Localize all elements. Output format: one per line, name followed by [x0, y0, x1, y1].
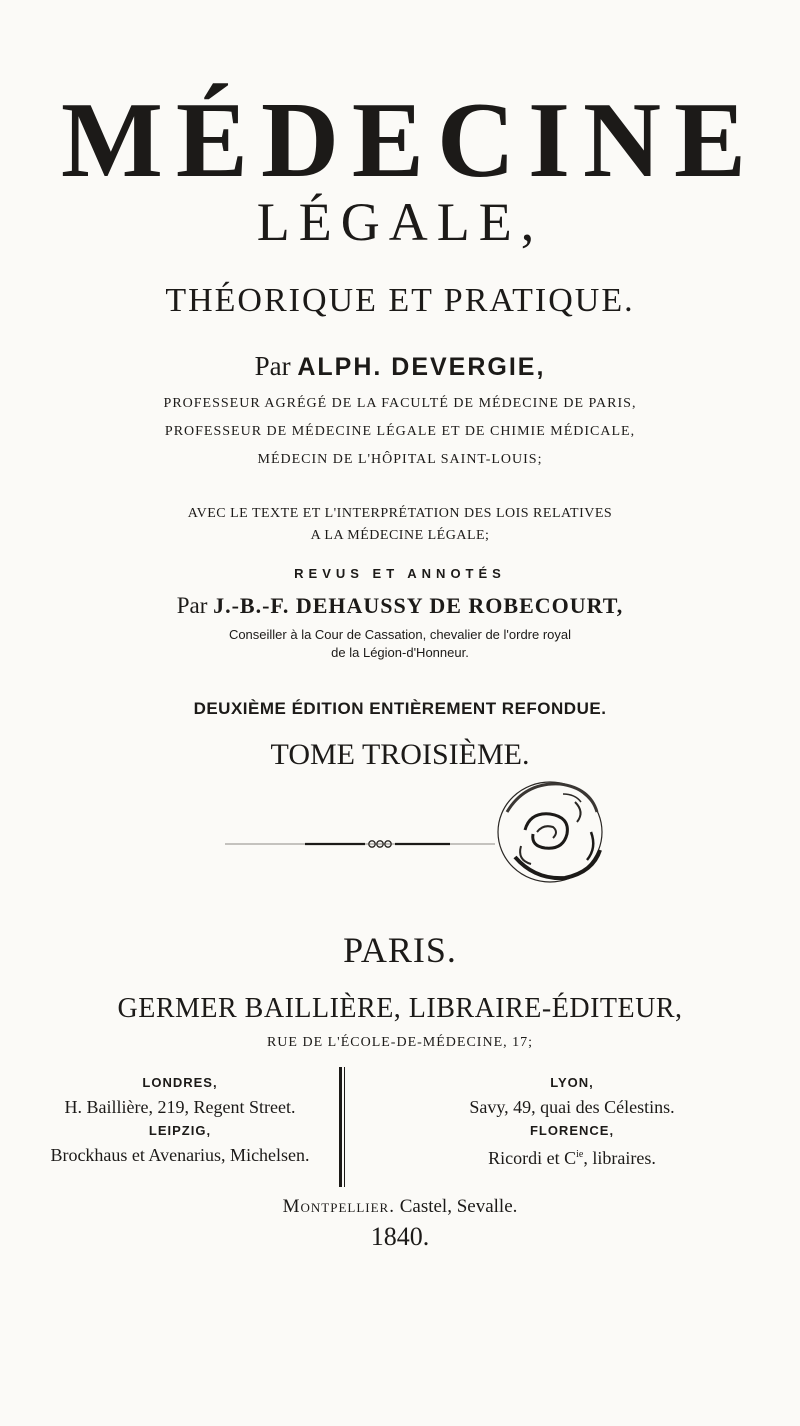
branch-address: H. Baillière, 219, Regent Street.	[64, 1097, 296, 1117]
title-line2: LÉGALE,	[256, 192, 544, 252]
branch-city: LONDRES,	[142, 1075, 218, 1090]
branch-city: FLORENCE,	[529, 1123, 615, 1138]
branches-left-column	[30, 1071, 330, 1167]
branch-city: LEIPZIG,	[148, 1123, 212, 1138]
publication-year: 1840.	[370, 1222, 430, 1251]
branch-address: Savy, 49, quai des Célestins.	[469, 1097, 675, 1117]
title-line3: THÉORIQUE ET PRATIQUE.	[165, 282, 635, 319]
publisher-name: GERMER BAILLIÈRE, LIBRAIRE-ÉDITEUR,	[117, 993, 683, 1024]
author-credential-3: MÉDECIN DE L'HÔPITAL SAINT-LOUIS;	[257, 452, 543, 467]
printer-line	[0, 1195, 800, 1219]
printer-city: Montpellier.	[282, 1196, 395, 1217]
author-line	[0, 350, 800, 383]
printer-names: Castel, Sevalle.	[399, 1196, 518, 1217]
column-divider	[338, 1067, 348, 1187]
publisher-city: PARIS.	[343, 930, 457, 970]
volume-statement: TOME TROISIÈME.	[270, 738, 530, 771]
coauthor-title-2: de la Légion-d'Honneur.	[331, 645, 469, 660]
supplement-line-2: A LA MÉDECINE LÉGALE;	[310, 528, 490, 543]
supplement-line-1: AVEC LE TEXTE ET L'INTERPRÉTATION DES LOIS RELATIVES	[187, 506, 613, 521]
title-main: MÉDECINE	[60, 81, 760, 200]
coauthor-prefix: Par	[176, 593, 208, 618]
coauthor-line	[0, 592, 800, 620]
author-prefix: Par	[254, 351, 291, 381]
author-credential-2: PROFESSEUR DE MÉDECINE LÉGALE ET DE CHIMIE MÉDICALE,	[164, 424, 636, 439]
revus-annotes: REVUS ET ANNOTÉS	[294, 566, 506, 581]
edition-statement: DEUXIÈME ÉDITION ENTIÈREMENT REFONDUE.	[193, 699, 607, 718]
branch-city: LYON,	[550, 1075, 594, 1090]
printer-device-emblem	[498, 782, 602, 882]
branch-address: Ricordi et $C^{ie}$, libraires.	[488, 1148, 656, 1168]
coauthor-title-1: Conseiller à la Cour de Cassation, chevalier de l'ordre royal	[228, 627, 572, 642]
author-credential-1: PROFESSEUR AGRÉGÉ DE LA FACULTÉ DE MÉDECINE DE PARIS,	[163, 396, 637, 411]
branches-right-column	[362, 1071, 782, 1170]
branch-address: Brockhaus et Avenarius, Michelsen.	[50, 1145, 310, 1165]
printer-ornament	[225, 772, 625, 887]
publisher-address: RUE DE L'ÉCOLE-DE-MÉDECINE, 17;	[266, 1035, 534, 1050]
coauthor-name: J.-B.-F. DEHAUSSY DE ROBECOURT,	[213, 593, 624, 618]
author-name: ALPH. DEVERGIE,	[297, 353, 546, 381]
